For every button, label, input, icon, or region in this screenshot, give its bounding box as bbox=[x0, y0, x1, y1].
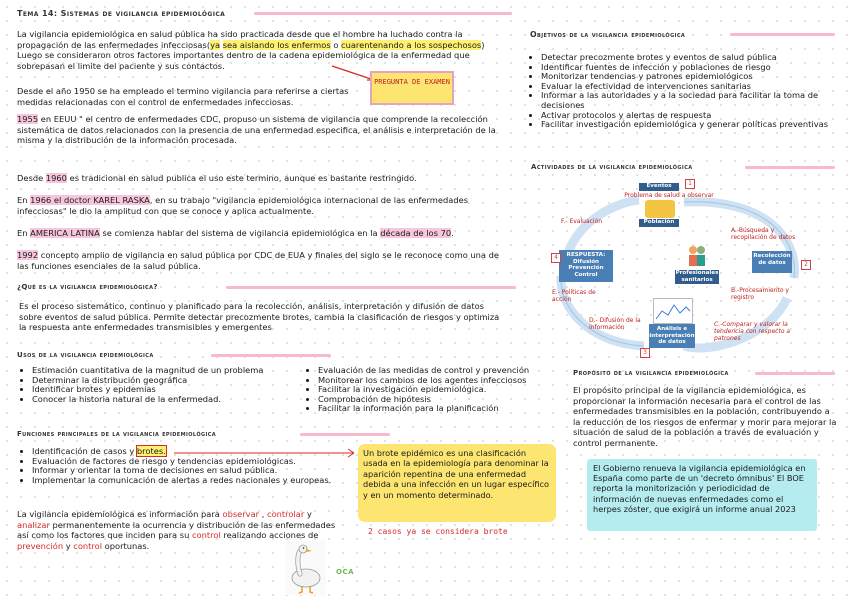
eventos-box: Eventos bbox=[639, 183, 679, 191]
prop-text: El propósito principal de la vigilancia epidemiológica, es proporcionar la información necesaria para el control de las enfermedades transmisibles en la población, contribuyendo a la reducción de los riesgos de enfermar y morir para mejorar la situación de salud de la población a través de evaluación y control permanente. bbox=[573, 385, 837, 448]
b-procesamiento-label: B.-Procesamiento y registro bbox=[731, 287, 789, 301]
list-item: • Implementar la comunicación de alertas a redes nacionales y europeas. bbox=[32, 476, 372, 486]
population-illustration bbox=[645, 200, 675, 218]
f-evaluacion-label: F.- Evaluación bbox=[561, 218, 603, 225]
list-item: • Informar a las autoridades y a la sociedad para facilitar la toma de decisiones bbox=[541, 91, 848, 110]
analisis-box: Análisis e interpretación de datos bbox=[649, 324, 695, 348]
activities-diagram bbox=[549, 178, 811, 360]
list-item: • Identificar brotes y epidemias bbox=[32, 385, 317, 395]
step-2-marker: 2 bbox=[801, 260, 811, 270]
d-difusion-label: D.- Difusión de la información bbox=[589, 317, 641, 331]
list-item: • Evaluar la efectividad de intervenciones sanitarias bbox=[541, 82, 848, 92]
recoleccion-box: Recolección de datos bbox=[752, 251, 792, 273]
list-item: • Detectar precozmente brotes y eventos de salud pública bbox=[541, 53, 848, 63]
c-comparar-label: C.-Comparar y valorar la tendencia con respecto a patrones bbox=[714, 321, 791, 342]
func-underline bbox=[300, 433, 390, 436]
func-title: Funciones principales de la vigilancia epidemiológica bbox=[17, 430, 217, 438]
profesionales-box: Profesionales sanitarios bbox=[675, 270, 719, 283]
respuesta-box: RESPUESTA: Difusión Prevención Control bbox=[559, 250, 613, 282]
professionals-illustration bbox=[686, 244, 708, 268]
usos-title: Usos de la vigilancia epidemiológica bbox=[17, 351, 154, 359]
title-underline bbox=[254, 12, 512, 15]
poblacion-box: Población bbox=[639, 219, 679, 227]
list-item: • Evaluación de las medidas de control y prevención bbox=[318, 366, 573, 376]
prop-title: Propósito de la vigilancia epidemiológica bbox=[573, 369, 729, 377]
chart-illustration bbox=[653, 298, 693, 324]
act-underline bbox=[745, 166, 835, 169]
que-underline bbox=[226, 286, 516, 289]
list-item: • Facilitar investigación epidemiológica y generar políticas preventivas bbox=[541, 120, 848, 130]
paragraph-america-latina: En AMERICA LATINA se comienza hablar del sistema de vigilancia epidemiológica en la década de los 70. bbox=[17, 228, 454, 238]
page-title: Tema 14: Sistemas de vigilancia epidemiológica bbox=[17, 9, 226, 18]
brote-note: Un brote epidémico es una clasificación usada en la epidemiología para denominar la aparición repentina de una enfermedad debida a una infección en un lugar específico y en un momento determinado. bbox=[358, 444, 556, 522]
paragraph-1955: 1955 en EEUU " el centro de enfermedades CDC, propuso un sistema de vigilancia que comprende la recolección sistemática de datos relacionados con la presencia de una enfermedad especifica, el análisis e interpretación de la misma y la distribución de la información procesada. bbox=[17, 114, 496, 146]
list-item: • Identificar fuentes de infección y poblaciones de riesgo bbox=[541, 63, 848, 73]
list-item: • Activar protocolos y alertas de respuesta bbox=[541, 111, 848, 121]
usos-list-1 bbox=[20, 366, 317, 404]
obj-list bbox=[529, 53, 848, 130]
list-item: • Identificación de casos y brotes. bbox=[32, 447, 367, 457]
paragraph-1992: 1992 concepto amplio de vigilancia en salud pública por CDC de EUA y finales del siglo se le reconoce como una de las funciones esenciales de la salud pública. bbox=[17, 250, 500, 271]
step-3-marker: 3 bbox=[640, 348, 650, 358]
list-item: • Conocer la historia natural de la enfermedad. bbox=[32, 395, 317, 405]
list-item: • Evaluación de factores de riesgo y tendencias epidemiológicas. bbox=[32, 457, 372, 467]
problema-label: Problema de salud a observar bbox=[624, 192, 714, 199]
list-item: • Monitorizar tendencias y patrones epidemiológicos bbox=[541, 72, 848, 82]
list-item: • Comprobación de hipótesis bbox=[318, 395, 573, 405]
paragraph-1950: Desde el año 1950 se ha empleado el termino vigilancia para referirse a ciertas medidas relacionadas con el control de enfermedades infecciosas. bbox=[17, 86, 349, 107]
e-politicas-label: E.- Políticas de acción bbox=[552, 289, 596, 303]
list-item: • Facilitar la investigación epidemiológica. bbox=[318, 385, 573, 395]
gobierno-note: El Gobierno renueva la vigilancia epidemiológica en España como parte de un 'decreto ómnibus' El BOE reporta la monitorización y periodicidad de información de nuevas enfermedades como el herpes zóster, que exigirá un informe anual 2023 bbox=[587, 459, 817, 531]
usos-underline bbox=[211, 354, 331, 357]
oca-label: OCA bbox=[336, 568, 355, 576]
final-paragraph: La vigilancia epidemiológica es información para observar , controlar y analizar permanentemente la ocurrencia y distribución de las enfermedades así como los factores que inciden para su control realizando acciones de prevención y control oportunas. bbox=[17, 509, 336, 551]
func-list-rest bbox=[20, 457, 372, 486]
list-item: • Determinar la distribución geográfica bbox=[32, 376, 317, 386]
exam-note: PREGUNTA DE EXAMEN bbox=[370, 71, 454, 105]
intro-paragraph: La vigilancia epidemiológica en salud pública ha sido practicada desde que el hombre ha luchado contra la propagación de las enfermedades infecciosas(ya sea aislando los enfermos o cuarentenando a los sospechosos) Luego se consideraron otros factores importantes dentro de la cadena epidemiológica de la enfermedad que sobrepasan el limite del paciente y sus contactos. bbox=[17, 29, 485, 71]
usos-list-2 bbox=[306, 366, 573, 414]
paragraph-1960: Desde 1960 es tradicional en salud publica el uso este termino, aunque es bastante restringido. bbox=[17, 173, 417, 183]
act-title: Actividades de la vigilancia epidemiológica bbox=[531, 163, 693, 171]
step-4-marker: 4 bbox=[551, 253, 561, 263]
list-item: • Informar y orientar la toma de decisiones en salud pública. bbox=[32, 466, 372, 476]
que-title: ¿Qué es la vigilancia epidemiológica? bbox=[17, 283, 158, 291]
list-item: • Facilitar la información para la planificación bbox=[318, 404, 573, 414]
obj-underline bbox=[730, 33, 835, 36]
brote-handwritten: 2 casos ya se considera brote bbox=[368, 527, 508, 536]
list-item: • Monitorear los cambios de los agentes infecciosos bbox=[318, 376, 573, 386]
a-busqueda-label: A.-Búsqueda y recopilación de datos bbox=[731, 227, 796, 241]
list-item: • Estimación cuantitativa de la magnitud de un problema bbox=[32, 366, 317, 376]
paragraph-1966: En 1966 el doctor KAREL RASKA, en su trabajo "vigilancia epidemiológica internacional de las enfermedades infecciosas" le dio la amplitud con que se conoce y aplica actualmente. bbox=[17, 195, 469, 216]
arrow-to-note bbox=[172, 446, 362, 460]
step-1-marker: 1 bbox=[685, 179, 695, 189]
goose-image bbox=[286, 541, 326, 595]
obj-title: Objetivos de la vigilancia epidemiológica bbox=[530, 30, 686, 39]
que-text: Es el proceso sistemático, continuo y planificado para la recolección, análisis, interpretación y difusión de datos sobre eventos de salud pública. Permite detectar precozmente brotes, cambia la clasificación de riesgos y optimiza la respuesta ante enfermedades transmisibles y emergentes bbox=[19, 301, 500, 333]
prop-underline bbox=[755, 372, 835, 375]
